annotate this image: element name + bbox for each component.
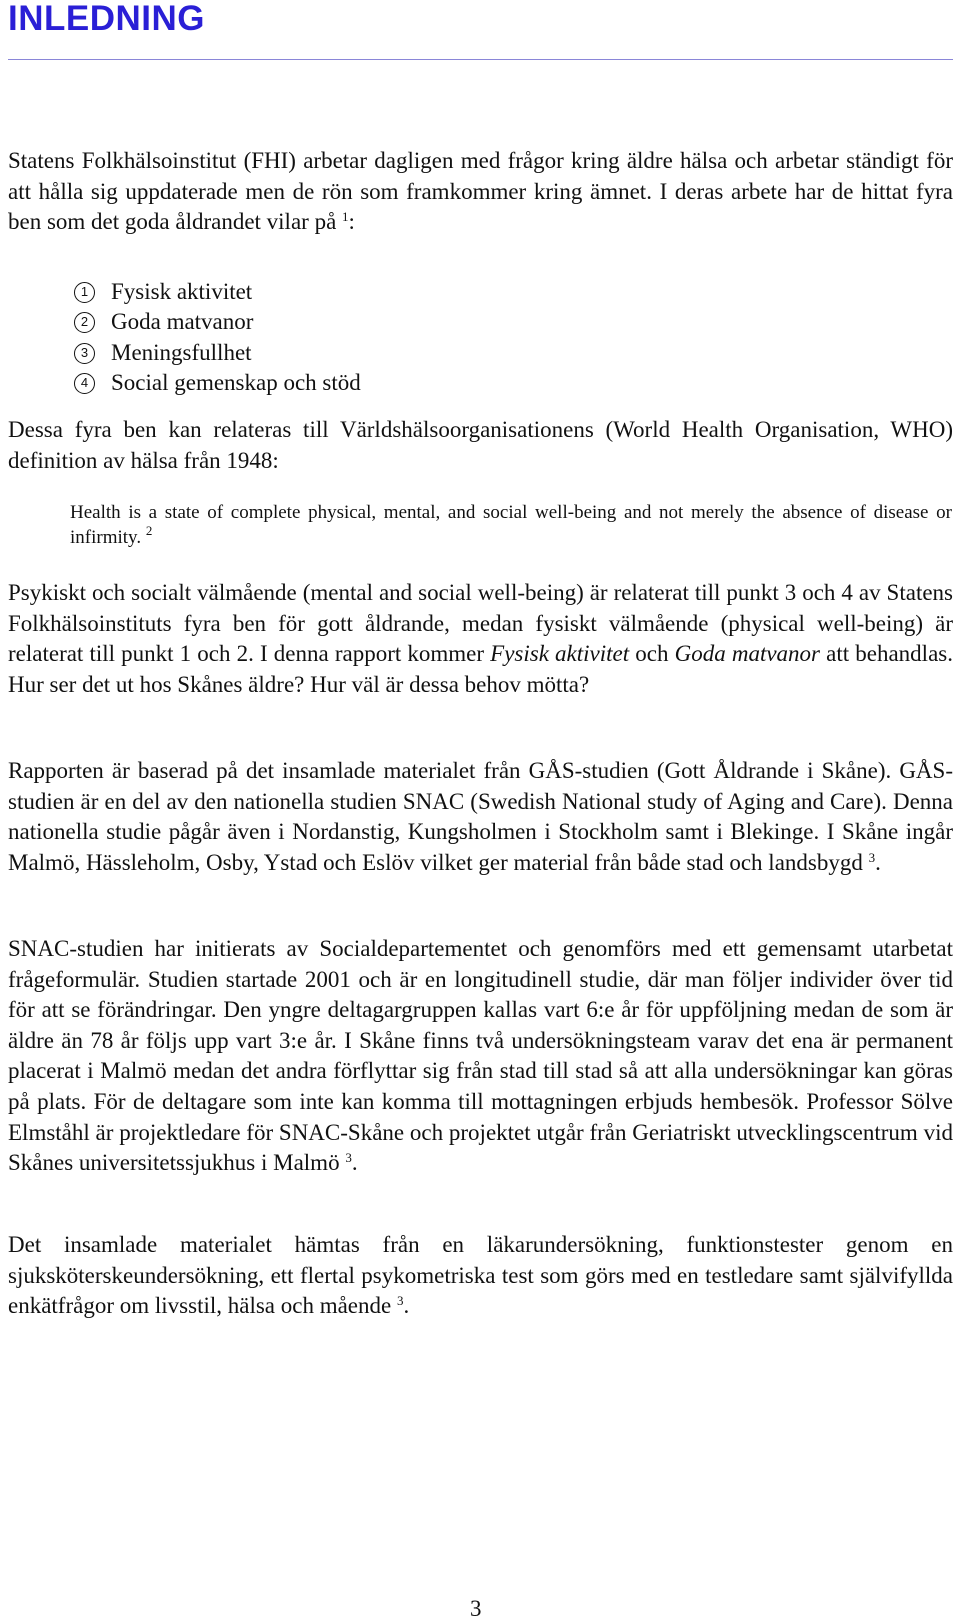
emphasis-physical-activity: Fysisk aktivitet xyxy=(490,641,630,667)
who-paragraph: Dessa fyra ben kan relateras till Världshälsoorganisationens (World Health Organisation, WHO) definition av hälsa från 1948: xyxy=(8,417,953,473)
snac-tail: . xyxy=(351,1150,358,1176)
list-item xyxy=(74,307,361,337)
gas-text: Rapporten är baserad på det insamlade materialet från GÅS-studien (Gott Åldrande i Skåne). GÅS-studien är en del av den nationella studien SNAC (Swedish National study of Aging and Care). Denna nationella studie pågår även i Nordanstig, Kungsholmen i Stockholm samt i Blekinge. I Skåne ingår Malmö, Hässleholm, Osby, Ystad och Eslöv vilket ger material från både stad och landsbygd xyxy=(8,758,953,875)
gas-study-paragraph xyxy=(8,756,953,878)
quote-text: Health is a state of complete physical, mental, and social well-being and not merely the absence of disease or infirmity. xyxy=(70,502,952,548)
four-pillars-list xyxy=(74,277,361,399)
circled-3-icon: 3 xyxy=(74,343,95,364)
footnote-ref-3: 3 xyxy=(868,849,876,865)
heading-divider xyxy=(8,59,953,60)
list-item-label: Meningsfullhet xyxy=(111,339,252,365)
list-item xyxy=(74,277,361,307)
intro-paragraph xyxy=(8,146,953,238)
circled-2-icon: 2 xyxy=(74,312,95,333)
who-quote xyxy=(70,500,952,550)
wellbeing-text-2: och xyxy=(629,641,675,667)
intro-text: Statens Folkhälsoinstitut (FHI) arbetar dagligen med frågor kring äldre hälsa och arbetar ständigt för att hålla sig uppdaterade men de rön som framkommer kring ämnet. I deras arbete har de hittat fyra ben som det goda åldrandet vilar på xyxy=(8,148,953,235)
emphasis-eating-habits: Goda matvanor xyxy=(674,641,821,667)
footnote-ref-3: 3 xyxy=(345,1150,352,1166)
wellbeing-text-1: Psykiskt och socialt välmående (mental and social well-being) är relaterat till punkt 3 och 4 av Statens Folkhälsoinstituts fyra ben för gott åldrande, medan fysiskt välmående (physical well-being) är relaterat till punkt 1 och 2. I denna rapport kommer xyxy=(8,580,953,667)
snac-study-paragraph xyxy=(8,934,953,1179)
intro-tail: : xyxy=(348,209,355,235)
list-item-label: Social gemenskap och stöd xyxy=(111,370,361,396)
wellbeing-paragraph xyxy=(8,578,953,700)
circled-4-icon: 4 xyxy=(74,373,95,394)
circled-1-icon: 1 xyxy=(74,282,95,303)
footnote-ref-1: 1 xyxy=(342,209,349,225)
section-heading: INLEDNING xyxy=(8,0,205,38)
footnote-ref-3: 3 xyxy=(396,1293,404,1309)
snac-text: SNAC-studien har initierats av Socialdepartementet och genomförs med ett gemensamt utarbetat frågeformulär. Studien startade 2001 och är en longitudinell studie, där man följer individer över tid för att se förändringar. Den yngre deltagargruppen kallas vart 6:e år för uppföljning medan de som är äldre än 78 år följs upp vart 3:e år. I Skåne finns två undersökningsteam varav det ena är permanent placerat i Malmö medan det andra förflyttar sig från stad till stad så att alla undersökningar kan göras på plats. För de deltagare som inte kan komma till mottagningen erbjuds hembesök. Professor Sölve Elmståhl är projektledare för SNAC-Skåne och projektet utgår från Geriatriskt utvecklingscentrum vid Skånes universitetssjukhus i Malmö xyxy=(8,936,953,1176)
material-tail: . xyxy=(403,1293,410,1319)
footnote-ref-2: 2 xyxy=(145,523,153,538)
list-item xyxy=(74,368,361,398)
list-item-label: Fysisk aktivitet xyxy=(111,279,253,304)
material-text: Det insamlade materialet hämtas från en läkarundersökning, funktionstester genom en sjuksköterskeundersökning, ett flertal psykometriska test som görs med en testledare samt självifyllda enkätfrågor om livsstil, hälsa och mående xyxy=(8,1232,953,1319)
material-paragraph xyxy=(8,1230,953,1322)
gas-tail: . xyxy=(875,849,881,875)
list-item-label: Goda matvanor xyxy=(111,309,254,335)
page-number: 3 xyxy=(470,1596,482,1621)
wellbeing-text-3: att behandlas. Hur ser det ut hos Skånes äldre? Hur väl är dessa behov mötta? xyxy=(8,641,953,697)
list-item xyxy=(74,338,361,368)
